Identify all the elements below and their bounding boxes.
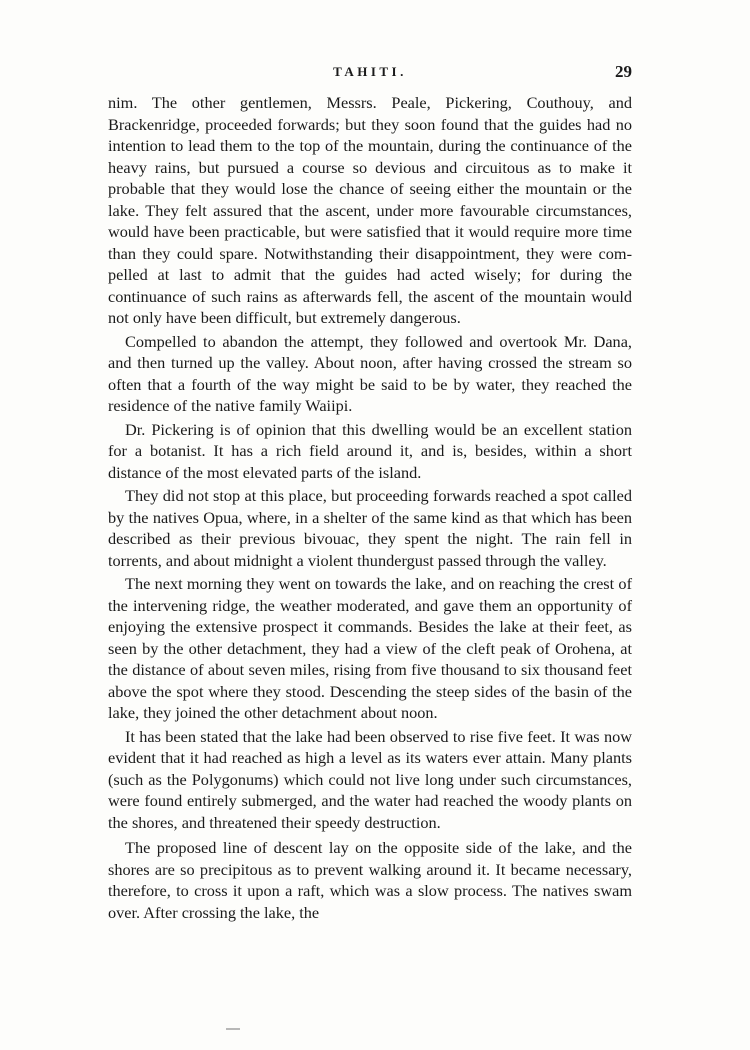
running-title: TAHITI. [333, 64, 407, 79]
body-text [108, 92, 632, 925]
paragraph-6: It has been stated that the lake had been observed to rise five feet. It was now evident that it had reached as high a level as its waters ever attain. Many plants (such as the Polygonums) which could not live long under such circumstances, were found entirely submerged, and the water had reached the woody plants on the shores, and threatened their speedy destruction. [108, 726, 632, 832]
signature-mark [226, 1028, 240, 1030]
paragraph-1: nim. The other gentlemen, Messrs. Peale, Pickering, Couthouy, and Brackenridge, proceeded forwards; but they soon found that the guides had no intention to lead them to the top of the mountain, during the continuance of the heavy rains, but pursued a course so devious and circuitous as to make it probable that they would lose the chance of seeing either the mountain or the lake. They felt assured that the ascent, under more favourable circumstances, would have been practicable, but were satisfied that it would require more time than they could spare. Notwithstanding their disappointment, they were compelled at last to admit that the guides had acted wisely; for during the continuance of such rains as afterwards fell, the ascent of the mountain would not only have been difficult, but extremely dangerous. [108, 93, 632, 327]
paragraph-2: Compelled to abandon the attempt, they followed and overtook Mr. Dana, and then turned up the valley. About noon, after having crossed the stream so often that a fourth of the way might be said to be by water, they reached the residence of the native family Waiipi. [108, 331, 632, 415]
paragraph-7: The proposed line of descent lay on the opposite side of the lake, and the shores are so precipitous as to prevent walking around it. It became necessary, therefore, to cross it upon a raft, which was a slow process. The natives swam over. After crossing the lake, the [108, 838, 632, 922]
paragraph-5: The next morning they went on towards the lake, and on reaching the crest of the intervening ridge, the weather moderated, and gave them an opportunity of enjoying the extensive prospect it commands. Besides the lake at their feet, as seen by the other detachment, they had a view of the cleft peak of Orohena, at the distance of about seven miles, rising from five thousand to six thousand feet above the spot where they stood. Descending the steep sides of the basin of the lake, they joined the other detachment about noon. [108, 574, 632, 722]
page-number: 29 [615, 62, 632, 81]
running-head [108, 62, 632, 84]
paragraph-4: They did not stop at this place, but proceeding forwards reached a spot called by the natives Opua, where, in a shelter of the same kind as that which has been described as their previous bivouac, they spent the night. The rain fell in torrents, and about midnight a violent thundergust passed through the valley. [108, 486, 632, 570]
paragraph-3: Dr. Pickering is of opinion that this dwelling would be an excellent station for a botanist. It has a rich field around it, and is, besides, within a short distance of the most elevated parts of the island. [108, 419, 632, 482]
